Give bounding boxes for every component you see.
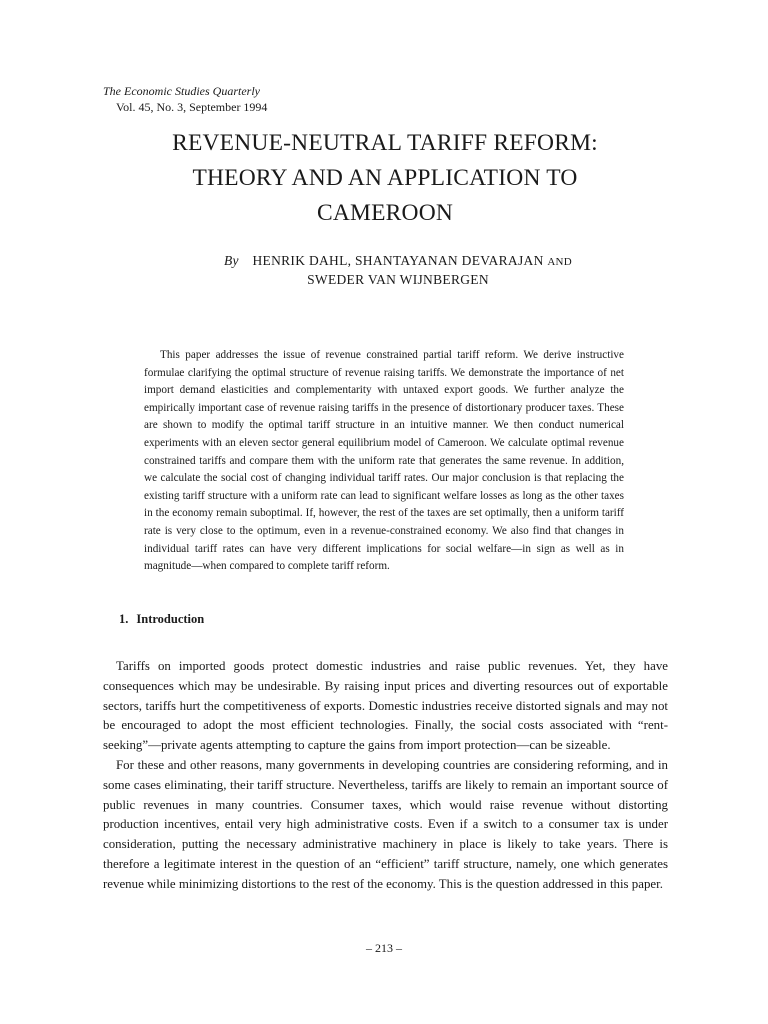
- authors-line-1: HENRIK DAHL, SHANTAYANAN DEVARAJAN: [252, 253, 544, 268]
- authors-line-2: SWEDER VAN WIJNBERGEN: [307, 272, 489, 287]
- paragraph-2: For these and other reasons, many governments in developing countries are considering reforming, and in some cases eliminating, their tariff structure. Nevertheless, tariffs are likely to remain an important source of public revenues in many countries. Consumer taxes, which would raise revenue without distorting production incentives, entail very high administrative costs. Even if a switch to a consumer tax is under consideration, putting the necessary administrative machinery in place is likely to take years. There is therefore a legitimate interest in the question of an “efficient” tariff structure, namely, one which generates revenue while minimizing distortions to the rest of the economy. This is the question addressed in this paper.: [103, 757, 668, 891]
- author-list: [100, 252, 696, 289]
- journal-header: [103, 83, 267, 115]
- title-line-3: CAMEROON: [316, 200, 454, 226]
- title-line-2: THEORY AND AN APPLICATION TO: [192, 165, 578, 191]
- title-line-1: REVENUE-NEUTRAL TARIFF REFORM:: [172, 130, 598, 156]
- journal-volume: Vol. 45, No. 3, September 1994: [116, 100, 268, 114]
- section-title: Introduction: [136, 612, 205, 626]
- and-label: AND: [547, 256, 573, 268]
- paper-title: [100, 126, 670, 231]
- paragraph-1: Tariffs on imported goods protect domestic industries and raise public revenues. Yet, they have consequences which may be undesirable. By raising input prices and diverting resources out of exportable sectors, tariffs hurt the competitiveness of exports. Domestic industries receive distorted signals and may not be encouraged to adopt the most efficient technologies. Finally, the social costs associated with “rent-seeking”—private agents attempting to capture the gains from import protection—can be sizeable.: [103, 659, 668, 753]
- abstract: This paper addresses the issue of revenue constrained partial tariff reform. We derive instructive formulae clarifying the optimal structure of revenue raising tariffs. We demonstrate the importance of net import demand elasticities and complementarity with untaxed export goods. We further analyze the empirically important case of revenue raising tariffs in the presence of distortionary producer taxes. These are shown to modify the optimal tariff structure in an intuitive manner. We then conduct numerical experiments with an eleven sector general equilibrium model of Cameroon. We calculate optimal revenue constrained tariffs and compare them with the uniform rate that generates the same revenue. In addition, we calculate the social cost of changing individual tariff rates. Our major conclusion is that replacing the existing tariff structure with a uniform rate can lead to significant welfare losses as long as the other taxes in the economy remain suboptimal. If, however, the rest of the taxes are set optimally, then a uniform tariff rate is very close to the optimum, even in a revenue-constrained economy. We also find that changes in individual tariff rates can have very different implications for social welfare—in sign as well as in magnitude—when compared to complete tariff reform.: [144, 349, 624, 573]
- section-heading: [119, 612, 204, 627]
- introduction-body: [103, 657, 668, 895]
- section-number: 1.: [119, 612, 129, 626]
- page-number: – 213 –: [366, 941, 402, 955]
- journal-name: The Economic Studies Quarterly: [103, 84, 260, 98]
- by-label: By: [223, 253, 239, 268]
